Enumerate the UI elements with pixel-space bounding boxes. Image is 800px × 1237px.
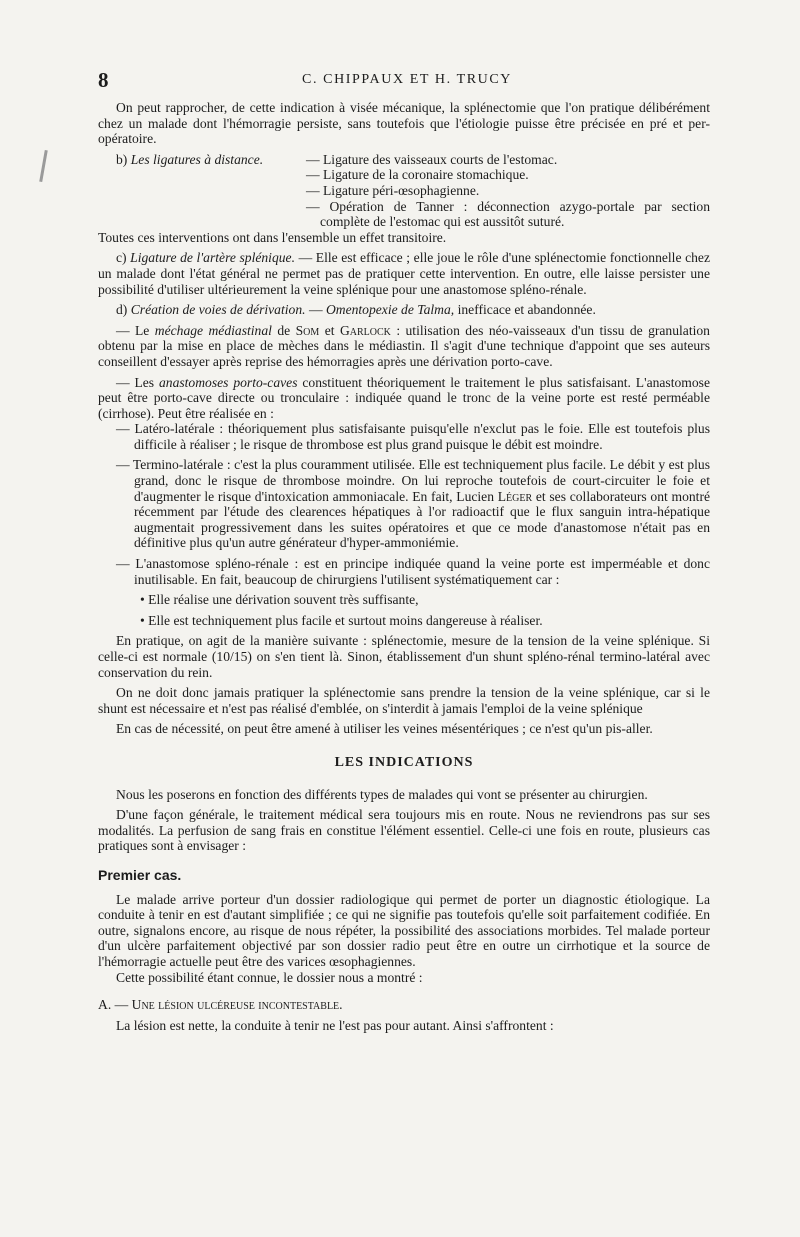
ligatures-label xyxy=(98,152,306,230)
page-body xyxy=(98,100,710,1033)
list-item: — Ligature péri-œsophagienne. xyxy=(306,182,480,198)
paragraph: Cette possibilité étant connue, le dossier nous a montré : xyxy=(116,969,423,985)
list-paragraph: — Latéro-latérale : théoriquement plus satisfaisante puisqu'elle n'exclut pas le foie. Elle est toutefois plus difficile à réaliser ; le risque de thrombose est plus grand puisque le débit est moindre. xyxy=(116,421,710,452)
paragraph: La lésion est nette, la conduite à tenir ne l'est pas pour autant. Ainsi s'affrontent : xyxy=(116,1017,554,1033)
pencil-mark xyxy=(39,150,48,182)
paragraph xyxy=(98,323,710,370)
author-name: Som xyxy=(295,322,320,338)
list-paragraph xyxy=(98,457,710,551)
item-text: — Elle est efficace ; elle joue le rôle d'une splénectomie fonctionnelle chez un malade dont l'état général ne permet pas de pratiquer cette intervention. En outre, elle laisse persister une possibilité d'utiliser ultérieurement la veine splénique pour une anastomose spléno-rénale. xyxy=(98,250,710,297)
item-title: anastomoses porto-caves xyxy=(158,374,298,390)
paragraph: On peut rapprocher, de cette indication à visée mécanique, la splénectomie que l'on pratique délibérément chez un malade dont l'hémorragie persiste, sans toutefois que l'étiologie puisse être précisée en pré et per-opératoire. xyxy=(98,100,710,147)
paragraph: En cas de nécessité, on peut être amené à utiliser les veines mésentériques ; ce n'est qu'un pis-aller. xyxy=(116,721,653,737)
item-title: Ligature de l'artère splénique. xyxy=(130,250,295,266)
list-item: — Ligature des vaisseaux courts de l'estomac. xyxy=(306,151,558,167)
list-item: — Ligature de la coronaire stomachique. xyxy=(306,167,529,183)
item-prefix: b) xyxy=(116,151,128,167)
section-title: LES INDICATIONS xyxy=(334,754,474,770)
paragraph: D'une façon générale, le traitement médical sera toujours mis en route. Nous ne reviendrons pas sur ses modalités. La perfusion de sang frais en constitue l'élément essentiel. Celle-ci une fois en route, plusieurs cas pratiques sont à envisager : xyxy=(98,807,710,854)
connector: de xyxy=(277,322,291,338)
paragraph: Le malade arrive porteur d'un dossier radiologique qui permet de porter un diagnostic étiologique. La conduite à tenir en est d'autant simplifiée ; ce qui ne signifie pas toutefois qu'elle soit parfaitement codifiée. En outre, signalons encore, au risque de nous répéter, la possibilité des associations morbides. Tel malade porteur d'un ulcère parfaitement objectivé par son dossier radio peut être en outre un cirrhotique et la source de l'hémorragie actuelle peut être des varices œsophagiennes. xyxy=(98,891,710,969)
running-title: C. CHIPPAUX ET H. TRUCY xyxy=(302,72,513,87)
item-text: : utilisation des néo-vaisseaux d'un tissu de granulation obtenu par la mise en place de mèches dans le médiastin. Il s'agit d'une technique d'appoint que ses auteurs conseillent d'essayer après reprise des hémorragies après une dérivation porto-cave. xyxy=(98,322,710,369)
heading-prefix: A. — xyxy=(98,997,129,1013)
heading-label: Une lésion ulcéreuse incontestable. xyxy=(131,997,343,1013)
item-prefix: d) xyxy=(116,302,128,318)
paragraph xyxy=(98,375,710,422)
item-prefix: c) xyxy=(116,250,127,266)
subsection-title: Premier cas. xyxy=(98,866,182,883)
paragraph xyxy=(98,302,710,318)
ligatures-block xyxy=(98,152,710,230)
bullet-item: • Elle réalise une dérivation souvent très suffisante, xyxy=(140,592,419,608)
dash: — Le xyxy=(116,322,150,338)
page-header xyxy=(92,68,712,92)
item-text: constituent théoriquement le traitement le plus satisfaisant. L'anastomose peut être porto-cave directe ou tronculaire : indiquée quand le tronc de la veine porte est resté perméable (cirrhose). Peut être réalisée en : xyxy=(98,374,710,421)
dash: — Les xyxy=(116,374,155,390)
paragraph: On ne doit donc jamais pratiquer la splénectomie sans prendre la tension de la veine splénique, car si le shunt est nécessaire et n'est pas réalisé d'emblée, on s'interdit à jamais l'emploi de la veine splénique xyxy=(98,685,710,716)
list-item: — Opération de Tanner : déconnection azygo-portale par section complète de l'estomac qui est aussitôt suturé. xyxy=(306,198,710,230)
paragraph: Nous les poserons en fonction des différents types de malades qui vont se présenter au chirurgien. xyxy=(116,786,648,802)
bullet-item: • Elle est techniquement plus facile et surtout moins dangereuse à réaliser. xyxy=(140,612,543,628)
item-text: inefficace et abandonnée. xyxy=(457,302,596,318)
item-text: — Termino-latérale : c'est la plus couramment utilisée. Elle est techniquement plus facile. Le débit y est plus grand, donc le risque de thrombose moindre. On lui reproche toutefois de court-circuiter le foie et d'augmenter le risque d'intoxication ammoniacale. En fait, Lucien xyxy=(116,457,710,504)
item-title: Les ligatures à distance. xyxy=(130,151,264,167)
item-title: Création de voies de dérivation. xyxy=(130,302,306,318)
technique-name: Omentopexie de Talma, xyxy=(325,302,455,318)
author-name: Léger xyxy=(497,488,533,504)
item-text: et ses collaborateurs ont montré récemment par l'étude des clearences hépatiques à l'or radioactif que le flux sanguin intra-hépatique augmentait progressivement dans les suites opératoires et que ce mode d'anastomose n'était pas en définitive plus qu'un autre générateur d'hyper-ammoniémie. xyxy=(134,488,711,551)
subheading xyxy=(98,997,710,1013)
ligatures-list xyxy=(306,152,710,230)
list-paragraph: — L'anastomose spléno-rénale : est en principe indiquée quand la veine porte est imperméable et donc inutilisable. En fait, beaucoup de chirurgiens l'utilisent systématiquement car : xyxy=(116,556,710,587)
item-title: méchage médiastinal xyxy=(154,322,272,338)
page-number: 8 xyxy=(98,68,109,92)
paragraph: Toutes ces interventions ont dans l'ensemble un effet transitoire. xyxy=(98,229,447,245)
author-name: Garlock xyxy=(339,322,391,338)
paragraph: En pratique, on agit de la manière suivante : splénectomie, mesure de la tension de la veine splénique. Si celle-ci est normale (10/15) on s'en tient là. Sinon, établissement d'un shunt spléno-rénal termino-latéral avec conservation du rein. xyxy=(98,633,710,680)
connector: et xyxy=(324,322,335,338)
paragraph xyxy=(98,250,710,297)
dash: — xyxy=(308,302,323,318)
